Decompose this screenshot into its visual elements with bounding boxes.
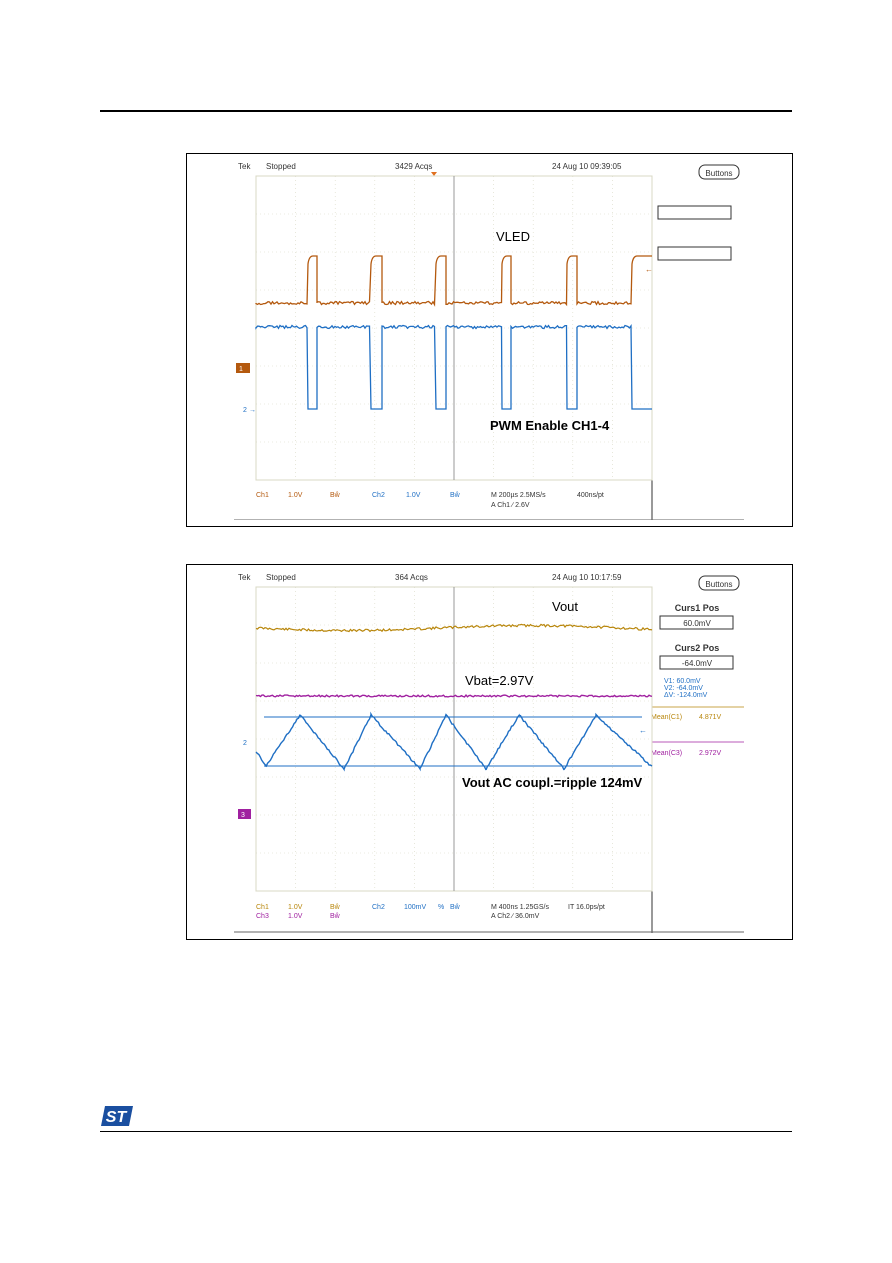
vbat-label: Vbat=2.97V — [465, 673, 534, 688]
footer-ch3: Ch3 — [256, 913, 269, 920]
cursor-readout-v2: V2: -64.0mV — [664, 685, 703, 692]
trigger-level-arrow-icon: ← — [639, 726, 647, 735]
scope2-buttons-label: Buttons — [705, 580, 733, 589]
footer-ch2: Ch2 — [372, 492, 385, 499]
ch3-marker-label: 3 — [241, 812, 245, 819]
measure2-label: Mean(C3) — [651, 750, 683, 757]
scope1-buttons-label: Buttons — [705, 169, 733, 178]
ch1-marker-label: 1 — [239, 366, 243, 373]
pwm-label: PWM Enable CH1-4 — [490, 418, 610, 433]
trigger-level-arrow-icon: ← — [645, 265, 653, 274]
curs1-value: 60.0mV — [683, 619, 711, 628]
footer-ch2-scale: 100mV — [404, 904, 427, 911]
scope1-acqs: 3429 Acqs — [395, 162, 433, 171]
footer-resolution: IT 16.0ps/pt — [568, 904, 605, 911]
footer-ch1-scale: 1.0V — [288, 492, 303, 499]
ch2-marker-arrow-icon: → — [249, 407, 256, 414]
footer-trigger: A Ch1 ∕ 2.6V — [491, 502, 530, 509]
header-rule — [100, 110, 792, 112]
measure2-value: 2.972V — [699, 750, 722, 757]
scope2-display — [234, 569, 744, 933]
scope1-side-box-1 — [658, 206, 731, 219]
curs2-value: -64.0mV — [681, 659, 713, 668]
scope1-brand: Tek — [238, 162, 251, 171]
cursor-readout-v1: V1: 60.0mV — [664, 678, 701, 685]
footer-ch3-bw: Bŵ — [330, 913, 340, 920]
curs1-title: Curs1 Pos — [674, 603, 720, 613]
scope2-datetime: 24 Aug 10 10:17:59 — [552, 573, 622, 582]
ch2-marker: 2 — [243, 740, 247, 747]
footer-ch2-scale: 1.0V — [406, 492, 421, 499]
curs2-title: Curs2 Pos — [674, 643, 720, 653]
footer-timebase: M 200µs 2.5MS/s — [491, 492, 546, 499]
footer-ch2: Ch2 — [372, 904, 385, 911]
scope1-graticule — [256, 176, 652, 480]
st-logo-text: ST — [105, 1109, 127, 1126]
footer-rule — [100, 1131, 792, 1132]
footer-timebase: M 400ns 1.25GS/s — [491, 904, 549, 911]
oscilloscope-screenshot-1 — [234, 158, 744, 520]
st-logo — [99, 1104, 135, 1128]
scope1-footer — [256, 492, 604, 509]
footer-trigger: A Ch2 ∕ 36.0mV — [491, 913, 540, 920]
footer-ch2-bw: Bŵ — [450, 492, 460, 499]
footer-ch1-bw: Bŵ — [330, 492, 340, 499]
footer-ch1-bw: Bŵ — [330, 904, 340, 911]
scope2-footer — [256, 904, 605, 920]
vled-label: VLED — [496, 229, 530, 244]
footer-ch1-scale: 1.0V — [288, 904, 303, 911]
scope1-side-box-2 — [658, 247, 731, 260]
scope1-mode: Stopped — [266, 162, 296, 171]
ripple-label: Vout AC coupl.=ripple 124mV — [462, 775, 643, 790]
st-logo-icon — [99, 1104, 135, 1128]
scope1-display — [234, 158, 744, 520]
measure1-label: Mean(C1) — [651, 714, 683, 721]
scope2-acqs: 364 Acqs — [395, 573, 428, 582]
trigger-position-icon — [431, 172, 437, 176]
footer-ch2-bw: Bŵ — [450, 904, 460, 911]
scope2-graticule — [256, 587, 652, 891]
measure1-value: 4.871V — [699, 714, 722, 721]
oscilloscope-screenshot-2 — [234, 569, 744, 933]
footer-ch3-scale: 1.0V — [288, 913, 303, 920]
ch2-marker: 2 — [243, 407, 247, 414]
footer-ch1: Ch1 — [256, 492, 269, 499]
cursor-readout-dv: ΔV: -124.0mV — [664, 692, 708, 699]
vout-label: Vout — [552, 599, 579, 614]
footer-resolution: 400ns/pt — [577, 492, 604, 499]
footer-ch2-coupling: % — [438, 904, 445, 911]
scope2-brand: Tek — [238, 573, 251, 582]
footer-ch1: Ch1 — [256, 904, 269, 911]
scope2-mode: Stopped — [266, 573, 296, 582]
scope1-datetime: 24 Aug 10 09:39:05 — [552, 162, 622, 171]
